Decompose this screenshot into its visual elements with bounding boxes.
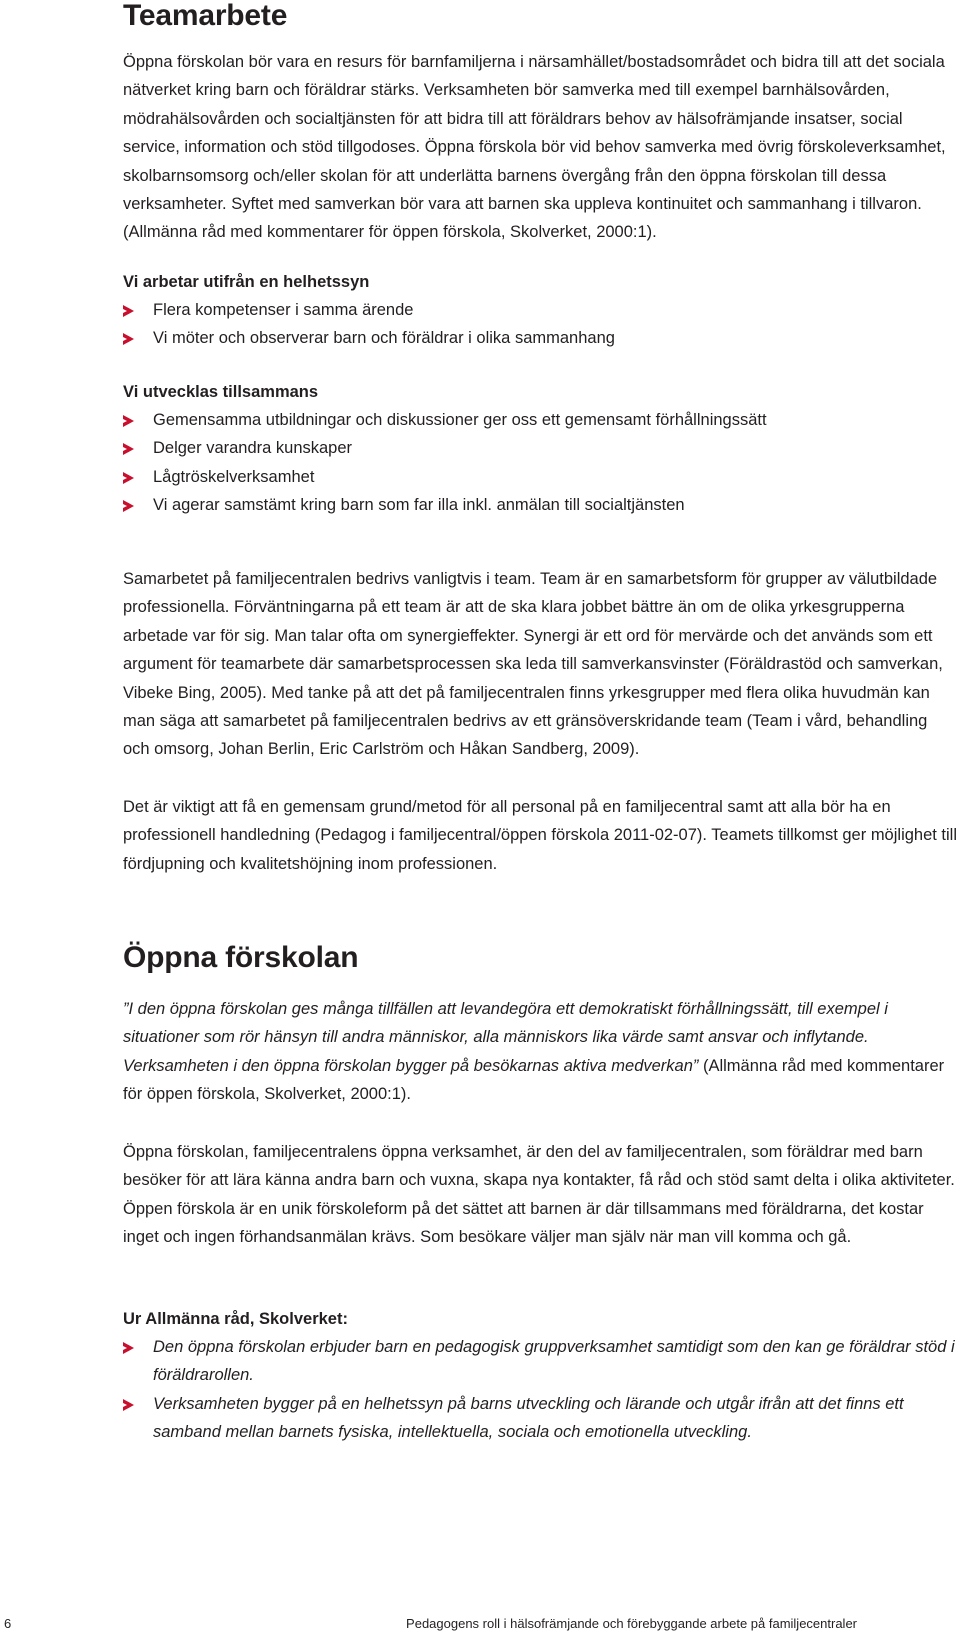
arrow-bullet-icon bbox=[123, 500, 134, 512]
list-item bbox=[123, 1333, 958, 1390]
list-item-text: Vi agerar samstämt kring barn som far illa inkl. anmälan till socialtjänsten bbox=[153, 496, 685, 515]
list-item-text: Flera kompetenser i samma ärende bbox=[153, 301, 414, 319]
intro-paragraph bbox=[123, 48, 958, 247]
quote-paragraph bbox=[123, 995, 958, 1109]
arrow-bullet-icon bbox=[123, 443, 134, 455]
list-item-text: Gemensamma utbildningar och diskussioner ger oss ett gemensamt förhållningssätt bbox=[153, 411, 767, 429]
list-item-text: Lågtröskelverksamhet bbox=[153, 467, 315, 486]
list-heading: Vi utvecklas tillsammans bbox=[123, 383, 319, 401]
list-heading: Ur Allmänna råd, Skolverket: bbox=[123, 1310, 348, 1328]
list-item-text: Den öppna förskolan erbjuder barn en pedagogisk gruppverksamhet samtidigt som den kan ge föräldrar stöd i föräldrarollen. bbox=[153, 1338, 955, 1385]
list-item-text: Vi möter och observerar barn och föräldrar i olika sammanhang bbox=[153, 329, 615, 348]
arrow-bullet-icon bbox=[123, 1399, 134, 1411]
arrow-bullet-icon bbox=[123, 472, 134, 484]
list-item bbox=[123, 491, 958, 519]
page-number: 6 bbox=[4, 1616, 12, 1631]
team-paragraph bbox=[123, 565, 958, 764]
bullet-list bbox=[123, 296, 958, 353]
list-item bbox=[123, 463, 958, 491]
paragraph: Samarbetet på familjecentralen bedrivs vanligtvis i team. Team är en samarbetsform för grupper av välutbildade professionella. Förväntningarna på ett team är att de ska klara jobbet bättre än om de olika yrkesgrupperna arbetade var för sig. Man talar ofta om synergieffekter. Synergi är ett ord för mervärde och det används som ett argument för teamarbete där samarbetsprocessen ska leda till samverkansvinster (Föräldrastöd och samverkan, Vibeke Bing, 2005). Med tanke på att det på familjecentralen finns yrkesgrupper med flera olika huvudmän kan man säga att samarbetet på familjecentralen bedrivs av ett gränsöverskridande team (Team i vård, behandling och omsorg, Johan Berlin, Eric Carlström och Håkan Sandberg, 2009). bbox=[123, 570, 943, 759]
grund-paragraph bbox=[123, 793, 958, 878]
list-item bbox=[123, 406, 958, 434]
paragraph: Det är viktigt att få en gemensam grund/metod för all personal på en familjecentral samt att alla bör ha en professionell handledning (Pedagog i familjecentral/öppen förskola 2011-02-07). Teamets tillkomst ger möjlighet till fördjupning och kvalitetshöjning inom professionen. bbox=[123, 798, 958, 873]
section-title-teamarbete: Teamarbete bbox=[123, 0, 288, 32]
paragraph: Öppna förskolan, familjecentralens öppna verksamhet, är den del av familjecentralen, som föräldrar med barn besöker för att lära känna andra barn och vuxna, skapa nya kontakter, få råd och stöd samt delta i olika aktiviteter. Öppen förskola är en unik förskoleform på det sättet att barnen är där tillsammans med föräldrarna, det kostar inget och ingen förhandsanmälan krävs. Som besökare väljer man själv när man vill komma och gå. bbox=[123, 1143, 955, 1247]
list-item bbox=[123, 296, 958, 324]
quote-text: ”I den öppna förskolan ges många tillfällen att levandegöra ett demokratiskt förhållningssätt, till exempel i situationer som rör hänsyn till andra människor, alla människors lika värde samt ansvar och inflytande. Verksamheten i den öppna förskolan bygger på besökarnas aktiva medverkan” bbox=[123, 1000, 888, 1075]
section-title-oppna-forskolan: Öppna förskolan bbox=[123, 941, 359, 974]
paragraph: Öppna förskolan bör vara en resurs för barnfamiljerna i närsamhället/bostadsområdet och bidra till att det sociala nätverket kring barn och föräldrar stärks. Verksamheten bör samverka med till exempel barnhälsovården, mödrahälsovården och socialtjänsten för att bidra till att föräldrars behov av hälsofrämjande insatser, social service, information och stöd tillgodoses. Öppna förskola bör vid behov samverka med övrig förskoleverksamhet, skolbarnsomsorg och/eller skolan för att underlätta barnens övergång från den öppna förskolan till dessa verksamheter. Syftet med samverkan bör vara att barnen ska uppleva kontinuitet och sammanhang i tillvaron. (Allmänna råd med kommentarer för öppen förskola, Skolverket, 2000:1). bbox=[123, 53, 946, 242]
list-item bbox=[123, 1390, 958, 1447]
paragraph bbox=[123, 995, 958, 1109]
bullet-list bbox=[123, 1333, 958, 1447]
oppna-paragraph bbox=[123, 1138, 958, 1252]
arrow-bullet-icon bbox=[123, 333, 134, 345]
list-allmanna-rad bbox=[123, 1305, 958, 1447]
list-helhetssyn bbox=[123, 268, 958, 353]
list-tillsammans bbox=[123, 378, 958, 520]
bullet-list bbox=[123, 406, 958, 520]
list-item-text: Verksamheten bygger på en helhetssyn på barns utveckling och lärande och utgår ifrån att det finns ett samband mellan barnets fysiska, intellektuella, sociala och emotionella utveckling. bbox=[153, 1394, 904, 1442]
running-footer: Pedagogens roll i hälsofrämjande och förebyggande arbete på familjecentraler bbox=[406, 1616, 857, 1631]
arrow-bullet-icon bbox=[123, 305, 134, 317]
list-item bbox=[123, 324, 958, 352]
arrow-bullet-icon bbox=[123, 1342, 134, 1354]
arrow-bullet-icon bbox=[123, 415, 134, 427]
list-item-text: Delger varandra kunskaper bbox=[153, 439, 353, 458]
list-heading: Vi arbetar utifrån en helhetssyn bbox=[123, 273, 370, 291]
quote-source: (Allmänna råd med kommentarer för öppen förskola, Skolverket, 2000:1). bbox=[123, 1056, 945, 1104]
list-item bbox=[123, 434, 958, 462]
